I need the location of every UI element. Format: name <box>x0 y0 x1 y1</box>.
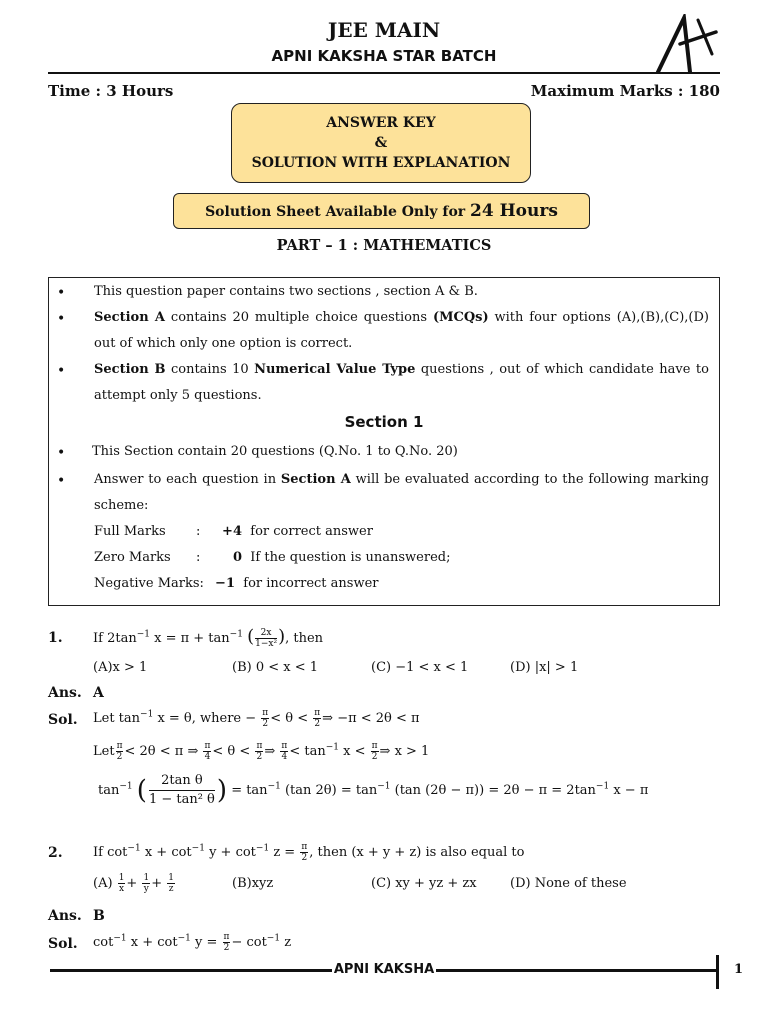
footer-tick <box>716 955 719 989</box>
page-subtitle: APNI KAKSHA STAR BATCH <box>271 47 497 65</box>
question-number: 1. <box>48 630 63 646</box>
question-stem: If $2\tan^{-1}$ $x = \pi + \tan^{-1}$ ( $\frac{2x}{\text{1−x²}}$ ), then <box>93 626 324 649</box>
solution-explanation-line: SOLUTION WITH EXPLANATION <box>251 155 511 171</box>
bullet-icon: • <box>57 311 66 327</box>
option-a: (A)x > 1 <box>93 660 148 675</box>
exam-time: Time : 3 Hours <box>48 82 174 100</box>
option-d: (D) None of these <box>510 876 627 891</box>
footer-rule-left <box>50 969 332 972</box>
maximum-marks: Maximum Marks : 180 <box>530 82 720 100</box>
apni-kaksha-logo-icon <box>650 14 720 74</box>
option-a: (A) $\frac{1}{x}$ + $\frac{1}{y}$ + $\frac{1}{z}$ <box>93 873 174 894</box>
solution-line: $\tan^{-1}$ ( $\frac{\text{2tan θ}}{\text{1 − tan² θ}}$ ) = $\tan^{-1} (\tan$ $2\theta) = \tan^{-1} (\tan$ $(2\theta - \pi)) = 2\theta - \pi = 2\tan^{-1}$ x − π <box>98 773 649 807</box>
solution-line: $\cot^{-1} x + \cot^{-1} y$ = $\frac{\pi}{2}$ − $\cot^{-1} z$ <box>93 932 292 953</box>
answer-key-ampersand: & <box>374 135 388 151</box>
solution-line: Let $\tan^{-1} x = \theta$, where − $\frac{\pi}{2}$ < θ < $\frac{\pi}{2}$ ⇒ −π < 2θ < π <box>93 708 420 729</box>
instruction-item: Answer to each question in Section A will be evaluated according to the following marking scheme: <box>94 472 709 513</box>
answer-label: Ans. <box>48 908 82 924</box>
instruction-item: This Section contain 20 questions (Q.No. 1 to Q.No. 20) <box>92 444 458 459</box>
question-stem: If $\cot^{-1} x + \cot^{-1} y + \cot^{-1} z$ = $\frac{\pi}{2}$ , then (x + y + z) is also equal to <box>93 842 525 863</box>
banner-hours: 24 Hours <box>470 201 558 221</box>
part-title: PART – 1 : MATHEMATICS <box>276 237 492 254</box>
option-c: (C) xy + yz + zx <box>371 876 477 891</box>
page-number: 1 <box>734 962 744 977</box>
banner-text: Solution Sheet Available Only for <box>205 204 471 220</box>
solution-availability-banner <box>173 193 590 229</box>
bullet-icon: • <box>57 473 66 489</box>
bullet-icon: • <box>57 445 66 461</box>
header-divider <box>48 72 720 74</box>
answer-value: B <box>93 908 105 924</box>
answer-key-box <box>231 103 531 183</box>
option-b: (B)xyz <box>232 876 274 891</box>
footer-label: APNI KAKSHA <box>333 962 435 977</box>
question-number: 2. <box>48 845 63 861</box>
marking-row-full: Full Marks : +4 for correct answer <box>94 524 373 539</box>
answer-label: Ans. <box>48 685 82 701</box>
instruction-item: Section A contains 20 multiple choice questions (MCQs) with four options (A),(B),(C),(D) out of which only one option is correct. <box>94 310 709 351</box>
solution-label: Sol. <box>48 936 78 952</box>
solution-label: Sol. <box>48 712 78 728</box>
option-d: (D) |x| > 1 <box>510 660 579 675</box>
bullet-icon: • <box>57 363 66 379</box>
option-b: (B) 0 < x < 1 <box>232 660 319 675</box>
marking-row-zero: Zero Marks : 0 If the question is unanswered; <box>94 550 451 565</box>
instruction-item: Section B contains 10 Numerical Value Type questions , out of which candidate have to attempt only 5 questions. <box>94 362 709 403</box>
option-c: (C) −1 < x < 1 <box>371 660 469 675</box>
marking-row-negative: Negative Marks: −1 for incorrect answer <box>94 576 379 591</box>
instruction-item: This question paper contains two sections , section A & B. <box>94 284 478 299</box>
answer-value: A <box>93 685 104 701</box>
solution-line: Let $\frac{\pi}{2}$ < 2θ < π ⇒ $\frac{\pi}{4}$ < θ < $\frac{\pi}{2}$ ⇒ $\frac{\pi}{4}$ < $\tan^{-1} x$ < $\frac{\pi}{2}$ ⇒ x > 1 <box>93 741 430 762</box>
footer-rule-right <box>436 969 718 972</box>
page-title: JEE MAIN <box>327 18 441 42</box>
section-heading: Section 1 <box>344 413 424 431</box>
answer-key-line: ANSWER KEY <box>326 115 436 131</box>
instructions-box <box>48 277 720 606</box>
bullet-icon: • <box>57 285 66 301</box>
